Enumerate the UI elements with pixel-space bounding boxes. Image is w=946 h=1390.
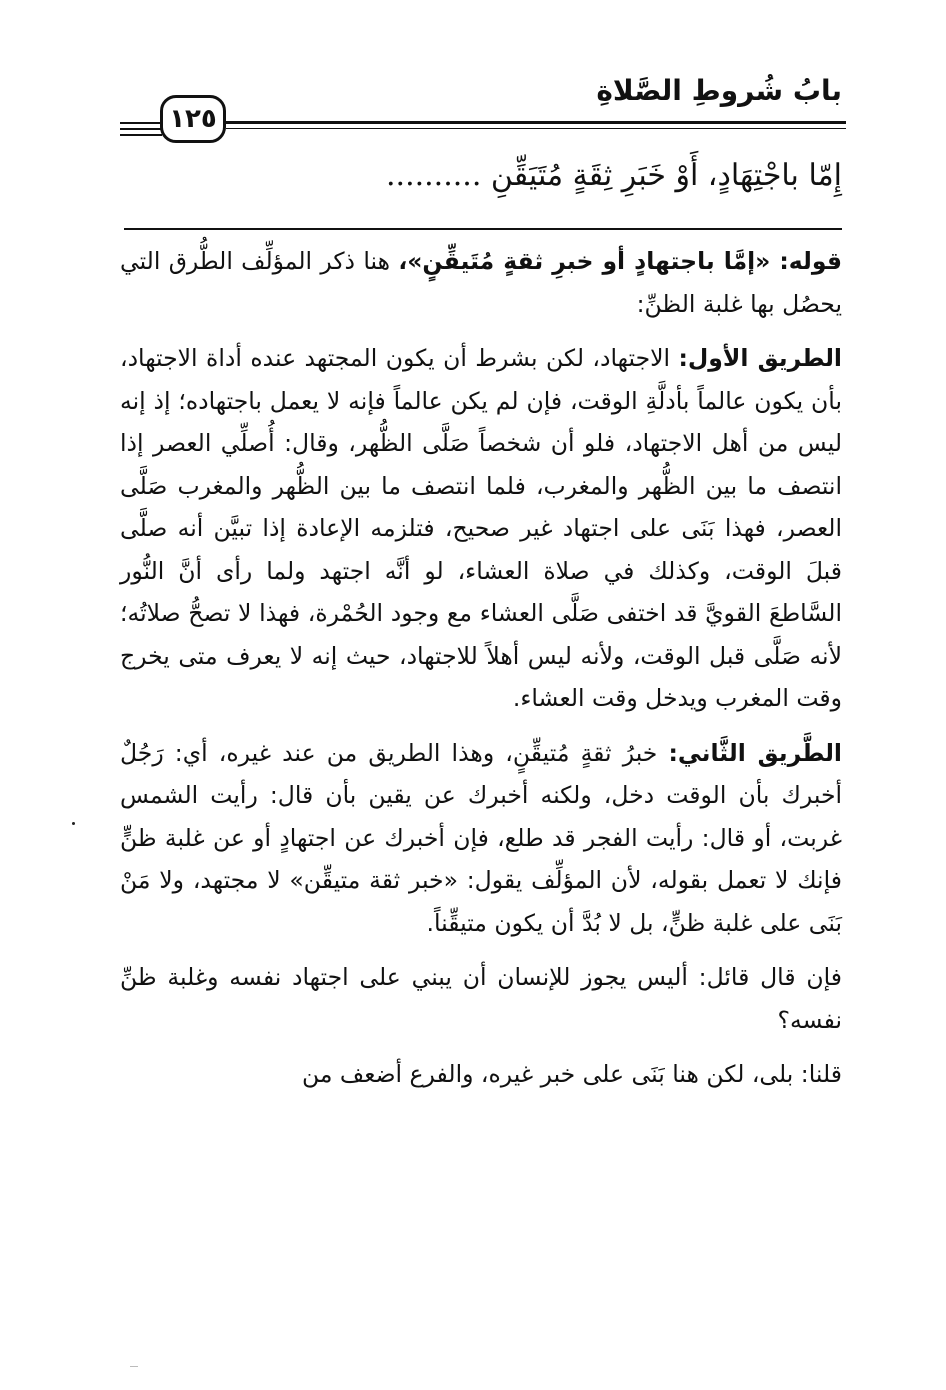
- verse-line: إِمّا باجْتِهَادٍ، أَوْ خَبَرِ ثِقَةٍ مُتَيَقِّنِ ..........: [386, 158, 842, 193]
- header-rule-left-3: [120, 134, 162, 136]
- header-rule-thick: [226, 121, 846, 124]
- scan-speck: [72, 822, 75, 825]
- paragraph: [120, 732, 842, 945]
- paragraph-lead: الطَّريق الثَّاني:: [668, 738, 842, 767]
- verse-divider: [124, 228, 842, 230]
- paragraph-text: فإن قال قائل: أليس يجوز للإنسان أن يبني على اجتهاد نفسه وغلبة ظنِّ نفسه؟: [120, 963, 842, 1034]
- paragraph-lead: الطريق الأول:: [678, 344, 842, 372]
- paragraph: [120, 240, 842, 325]
- paragraph: [120, 1053, 842, 1096]
- header-rule-left-2: [120, 128, 162, 130]
- paragraph-text: خبرُ ثقةٍ مُتيقِّنٍ، وهذا الطريق من عند غيره، أي: رَجُلٌ أخبرك بأن الوقت دخل، ولكنه أخبرك عن يقين بأن قال: رأيت الشمس غربت، أو قال: رأيت الفجر قد طلع، فإن أخبرك عن اجتهادٍ أو عن غلبة ظنٍّ فإنك لا تعمل بقوله، لأن المؤلِّف يقول: «خبر ثقة متيقِّن» لا مجتهد، ولا مَنْ بَنَى على غلبة ظنٍّ، بل لا بُدَّ أن يكون متيقِّناً.: [120, 738, 842, 937]
- paragraph: [120, 956, 842, 1041]
- page-header-title: بابُ شُروطِ الصَّلاةِ: [596, 74, 842, 107]
- header-rule-thin: [226, 128, 846, 129]
- scan-mark: [130, 1366, 138, 1367]
- paragraph-lead: قوله: «إمَّا باجتهادٍ أو خبرِ ثقةٍ مُتَيقِّنٍ»،: [398, 247, 842, 275]
- header-rule-left-1: [120, 122, 162, 124]
- paragraph: [120, 337, 842, 720]
- body-text: [120, 240, 842, 1096]
- paragraph-text: الاجتهاد، لكن بشرط أن يكون المجتهد عنده أداة الاجتهاد، بأن يكون عالماً بأدلَّةِ الوقت، فإن لم يكن عالماً فإنه لا يعمل باجتهاده؛ إذ إنه ليس من أهل الاجتهاد، فلو أن شخصاً صَلَّى الظُّهر، وقال: أُصلِّي العصر إذا انتصف ما بين الظُّهر والمغرب، فلما انتصف ما بين الظُّهر والمغرب صَلَّى العصر، فهذا بَنَى على اجتهاد غير صحيح، فتلزمه الإعادة إذا تبيَّن أنه صلَّى قبلَ الوقت، وكذلك في صلاة العشاء، لو أنَّه اجتهد ولما رأى أنَّ النُّور السَّاطعَ القويَّ قد اختفى صَلَّى العشاء مع وجود الحُمْرة، فهذا لا تصحُّ صلاتُه؛ لأنه صَلَّى قبل الوقت، ولأنه ليس أهلاً للاجتهاد، حيث إنه لا يعرف متى يخرج وقت المغرب ويدخل وقت العشاء.: [120, 344, 842, 712]
- page-number-badge: ١٢٥: [160, 95, 226, 143]
- paragraph-text: قلنا: بلى، لكن هنا بَنَى على خبر غيره، والفرع أضعف من: [301, 1060, 842, 1088]
- paragraph-text: هنا ذكر المؤلِّف الطُّرق التي يحصُل بها غلبة الظنِّ:: [120, 247, 842, 318]
